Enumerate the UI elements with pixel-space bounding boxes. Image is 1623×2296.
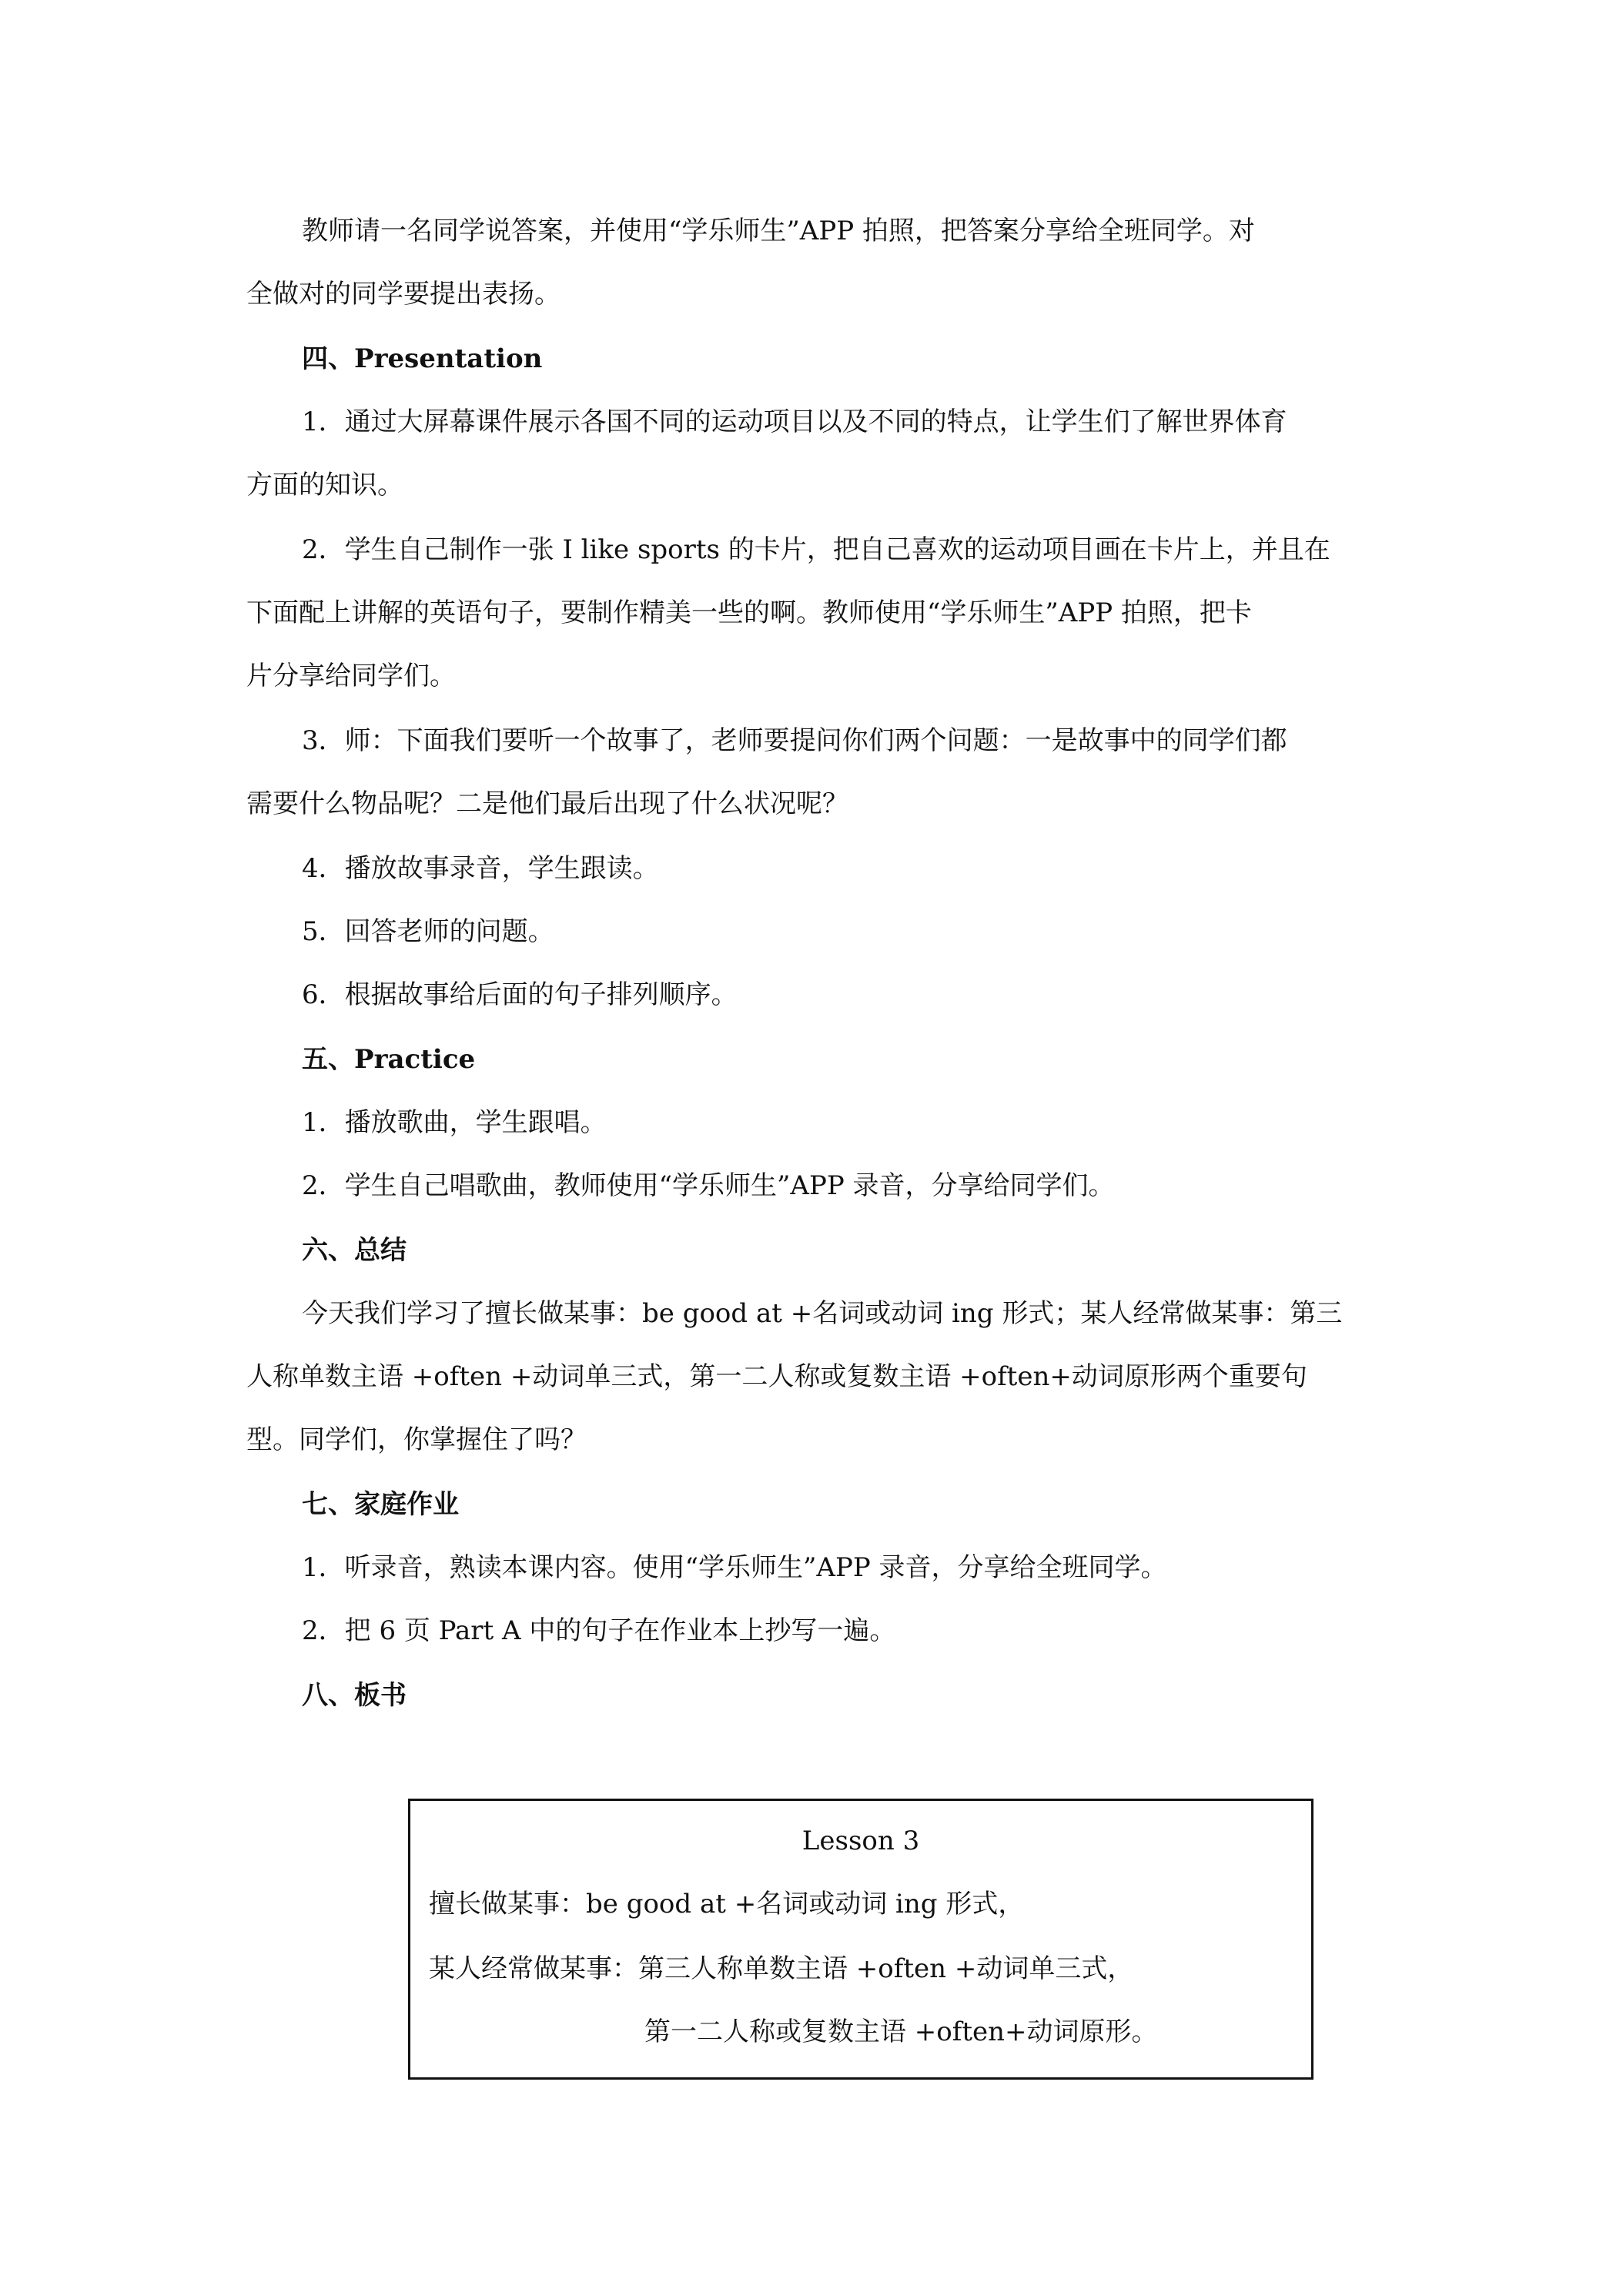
heading-blackboard: 八、板书 — [302, 1680, 407, 1711]
presentation-item-2-line-3: 片分享给同学们。 — [246, 661, 456, 691]
blackboard-box — [408, 1799, 1313, 2080]
blackboard-title: Lesson 3 — [801, 1826, 920, 1856]
practice-item-1: 1．播放歌曲，学生跟唱。 — [302, 1107, 607, 1138]
blackboard-line-2: 某人经常做某事：第三人称单数主语 +often +动词单三式， — [429, 1953, 1134, 1984]
summary-line-3: 型。同学们，你掌握住了吗？ — [246, 1424, 587, 1455]
presentation-item-4: 4．播放故事录音，学生跟读。 — [302, 853, 659, 884]
blackboard-line-1: 擅长做某事：be good at +名词或动词 ing 形式， — [429, 1889, 1025, 1919]
summary-line-2: 人称单数主语 +often +动词单三式，第一二人称或复数主语 +often+动词原形两个重要句 — [246, 1361, 1307, 1392]
presentation-item-3-line-1: 3．师：下面我们要听一个故事了，老师要提问你们两个问题：一是故事中的同学们都 — [302, 725, 1287, 756]
heading-practice: 五、Practice — [302, 1044, 476, 1075]
practice-item-2: 2．学生自己唱歌曲，教师使用“学乐师生”APP 录音，分享给同学们。 — [302, 1170, 1115, 1201]
heading-summary: 六、总结 — [302, 1235, 407, 1266]
paragraph-answer-line-2: 全做对的同学要提出表扬。 — [246, 279, 561, 310]
summary-line-1: 今天我们学习了擅长做某事：be good at +名词或动词 ing 形式；某人经常做某事：第三 — [302, 1298, 1343, 1329]
presentation-item-5: 5．回答老师的问题。 — [302, 916, 554, 947]
presentation-item-2-line-1: 2．学生自己制作一张 I like sports 的卡片，把自己喜欢的运动项目画在卡片上，并且在 — [302, 534, 1330, 565]
homework-item-1: 1．听录音，熟读本课内容。使用“学乐师生”APP 录音，分享给全班同学。 — [302, 1552, 1167, 1583]
presentation-item-1-line-2: 方面的知识。 — [246, 470, 403, 500]
homework-item-2: 2．把 6 页 Part A 中的句子在作业本上抄写一遍。 — [302, 1615, 896, 1646]
presentation-item-6: 6．根据故事给后面的句子排列顺序。 — [302, 979, 738, 1010]
presentation-item-1-line-1: 1．通过大屏幕课件展示各国不同的运动项目以及不同的特点，让学生们了解世界体育 — [302, 407, 1287, 437]
heading-presentation: 四、Presentation — [302, 343, 543, 374]
paragraph-answer-line-1: 教师请一名同学说答案，并使用“学乐师生”APP 拍照，把答案分享给全班同学。对 — [302, 216, 1255, 246]
presentation-item-3-line-2: 需要什么物品呢？二是他们最后出现了什么状况呢？ — [246, 788, 848, 819]
presentation-item-2-line-2: 下面配上讲解的英语句子，要制作精美一些的啊。教师使用“学乐师生”APP 拍照，把卡 — [246, 597, 1252, 628]
heading-homework: 七、家庭作业 — [302, 1489, 459, 1520]
blackboard-line-3: 第一二人称或复数主语 +often+动词原形。 — [644, 2017, 1158, 2047]
